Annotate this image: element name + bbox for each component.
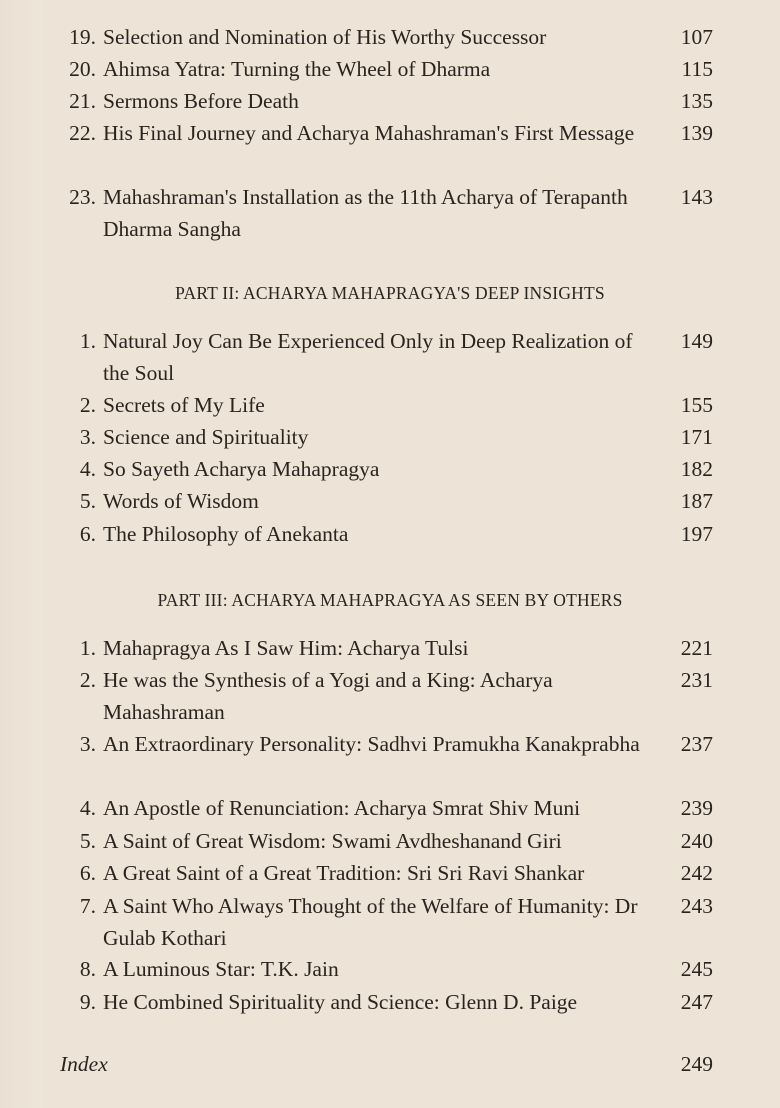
entry-number: 19. — [69, 25, 96, 49]
entry-page: 243 — [680, 894, 713, 918]
entry-number: 3. — [79, 732, 96, 756]
entry-number: 1. — [79, 636, 96, 660]
entry-page: 197 — [680, 522, 713, 546]
entry-number: 22. — [69, 121, 96, 145]
entry-title: He Combined Spirituality and Science: Glenn D. Paige — [103, 990, 578, 1014]
entry-title: A Saint Who Always Thought of the Welfare of Humanity: Dr Gulab Kothari — [103, 894, 638, 950]
part-heading: PART III: ACHARYA MAHAPRAGYA AS SEEN BY OTHERS — [157, 590, 623, 610]
entry-page: 245 — [680, 957, 713, 981]
entry-number: 21. — [69, 89, 96, 113]
entry-number: 5. — [79, 829, 96, 853]
entry-number: 6. — [79, 861, 96, 885]
entry-title: An Extraordinary Personality: Sadhvi Pramukha Kanakprabha — [103, 732, 640, 756]
entry-title: The Philosophy of Anekanta — [103, 522, 349, 546]
entry-title: A Great Saint of a Great Tradition: Sri Sri Ravi Shankar — [103, 861, 585, 885]
entry-title: Science and Spirituality — [103, 425, 309, 449]
entry-number: 4. — [79, 796, 96, 820]
entry-page: 107 — [680, 25, 713, 49]
index-page: 249 — [680, 1052, 713, 1076]
entry-number: 9. — [79, 990, 96, 1014]
entry-number: 7. — [79, 894, 96, 918]
entry-page: 171 — [680, 425, 713, 449]
entry-title: Secrets of My Life — [103, 393, 265, 417]
entry-page: 115 — [681, 57, 713, 81]
entry-page: 149 — [680, 329, 713, 353]
entry-page: 247 — [680, 990, 713, 1014]
entry-title: Words of Wisdom — [103, 489, 259, 513]
entry-number: 2. — [79, 393, 96, 417]
entry-page: 240 — [680, 829, 713, 853]
entry-title: A Saint of Great Wisdom: Swami Avdheshanand Giri — [103, 829, 562, 853]
entry-title: An Apostle of Renunciation: Acharya Smrat Shiv Muni — [103, 796, 581, 820]
entry-number: 23. — [69, 185, 96, 209]
entry-title: His Final Journey and Acharya Mahashraman's First Message — [103, 121, 635, 145]
entry-page: 182 — [680, 457, 713, 481]
entry-page: 139 — [680, 121, 713, 145]
entry-number: 6. — [79, 522, 96, 546]
entry-title: Ahimsa Yatra: Turning the Wheel of Dharma — [103, 57, 491, 81]
entry-title: A Luminous Star: T.K. Jain — [103, 957, 339, 981]
entry-number: 4. — [79, 457, 96, 481]
entry-title: He was the Synthesis of a Yogi and a King: Acharya Mahashraman — [103, 668, 553, 724]
index-label: Index — [60, 1052, 108, 1076]
entry-page: 143 — [680, 185, 713, 209]
entry-number: 5. — [79, 489, 96, 513]
entry-title: Selection and Nomination of His Worthy Successor — [103, 25, 547, 49]
entry-title: Natural Joy Can Be Experienced Only in Deep Realization of the Soul — [103, 329, 633, 385]
entry-number: 3. — [79, 425, 96, 449]
entry-page: 155 — [680, 393, 713, 417]
entry-page: 187 — [680, 489, 713, 513]
entry-page: 231 — [680, 668, 713, 692]
entry-title: Mahapragya As I Saw Him: Acharya Tulsi — [103, 636, 469, 660]
entry-page: 239 — [680, 796, 713, 820]
entry-title: Mahashraman's Installation as the 11th Acharya of Terapanth Dharma Sangha — [103, 185, 628, 241]
entry-page: 135 — [680, 89, 713, 113]
entry-page: 237 — [680, 732, 713, 756]
entry-title: Sermons Before Death — [103, 89, 299, 113]
entry-number: 20. — [69, 57, 96, 81]
entry-title: So Sayeth Acharya Mahapragya — [103, 457, 380, 481]
entry-number: 2. — [79, 668, 96, 692]
entry-page: 242 — [680, 861, 713, 885]
entry-number: 1. — [79, 329, 96, 353]
entry-page: 221 — [680, 636, 713, 660]
part-heading: PART II: ACHARYA MAHAPRAGYA'S DEEP INSIGHTS — [175, 283, 605, 303]
entry-number: 8. — [79, 957, 96, 981]
